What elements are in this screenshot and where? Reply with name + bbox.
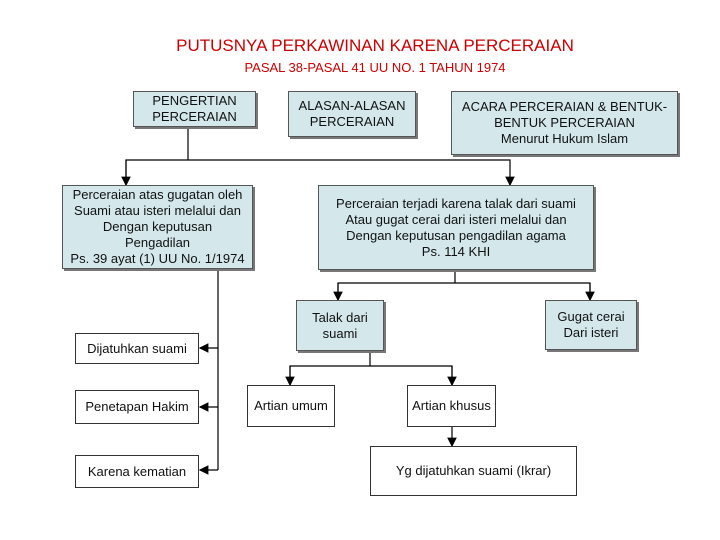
node-artian-khusus: Artian khusus [407,385,496,427]
node-gugatan-suami: Perceraian atas gugatan oleh Suami atau isteri melalui dan Dengan keputusan Pengadilan Ps. 39 ayat (1) UU No. 1/1974 [62,185,253,269]
connector-artian-split [290,366,452,385]
node-gugat-cerai: Gugat cerai Dari isteri [545,300,637,350]
diagram-title: PUTUSNYA PERKAWINAN KARENA PERCERAIAN [176,36,574,55]
node-alasan: ALASAN-ALASAN PERCERAIAN [288,91,416,137]
node-karena-kematian: Karena kematian [75,455,199,488]
node-talak-gugat: Perceraian terjadi karena talak dari suami Atau gugat cerai dari isteri melalui dan Dengan keputusan pengadilan agama Ps. 114 KHI [318,185,594,270]
diagram-subtitle: PASAL 38-PASAL 41 UU NO. 1 TAHUN 1974 [244,60,506,75]
node-penetapan-hakim: Penetapan Hakim [75,390,199,424]
node-ikrar: Yg dijatuhkan suami (Ikrar) [370,446,577,496]
connector-top-branch [126,160,510,185]
node-pengertian: PENGERTIAN PERCERAIAN [133,91,256,127]
node-dijatuhkan-suami: Dijatuhkan suami [75,333,199,364]
node-talak-dari-suami: Talak dari suami [296,300,384,351]
node-artian-umum: Artian umum [247,385,335,427]
node-acara: ACARA PERCERAIAN & BENTUK- BENTUK PERCERAIAN Menurut Hukum Islam [451,91,678,155]
connector-split [338,283,590,300]
